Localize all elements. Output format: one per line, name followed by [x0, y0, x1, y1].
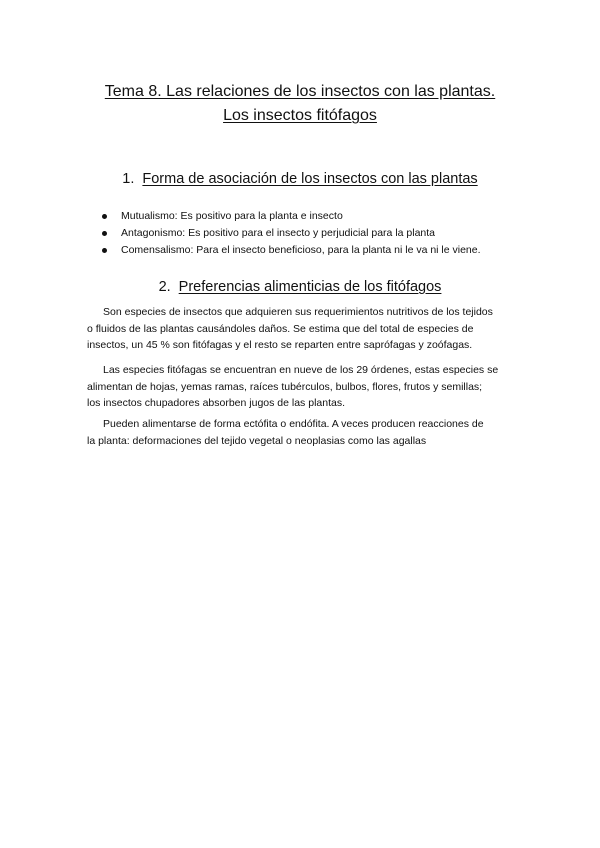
list-item — [102, 225, 481, 242]
paragraph-line: Son especies de insectos que adquieren sus requerimientos nutritivos de los tejidos — [103, 306, 493, 318]
document-title-line-1: Tema 8. Las relaciones de los insectos con las plantas. — [104, 83, 496, 100]
section-1-heading — [0, 169, 600, 189]
paragraph-line: los insectos chupadores absorben jugos de las plantas. — [87, 397, 345, 409]
paragraph-line: insectos, un 45 % son fitófagas y el resto se reparten entre saprófagas y zoófagas. — [87, 339, 473, 351]
paragraph — [87, 416, 527, 449]
paragraph-line: o fluidos de las plantas causándoles daños. Se estima que del total de especies de — [87, 322, 474, 335]
bullet-icon — [102, 231, 107, 236]
paragraph-line: alimentan de hojas, yemas ramas, raíces tubérculos, bulbos, flores, frutos y semillas; — [87, 380, 483, 393]
section-2-number: 2. — [158, 279, 171, 295]
paragraph — [87, 362, 527, 412]
paragraph-line: Las especies fitófagas se encuentran en nueve de los 29 órdenes, estas especies se — [103, 364, 499, 376]
paragraph-line: Pueden alimentarse de forma ectófita o endófita. A veces producen reacciones de — [103, 418, 484, 430]
bullet-icon — [102, 248, 107, 253]
paragraph-line: la planta: deformaciones del tejido vegetal o neoplasias como las agallas — [87, 434, 427, 447]
section-2-heading — [0, 277, 600, 297]
bullet-icon — [102, 214, 107, 219]
list-item — [102, 208, 481, 225]
section-2-title: Preferencias alimenticias de los fitófagos — [178, 279, 442, 295]
document-title-line-2: Los insectos fitófagos — [223, 107, 377, 124]
list-item-text: Antagonismo: Es positivo para el insecto y perjudicial para la planta — [121, 227, 436, 239]
section-1-title: Forma de asociación de los insectos con las plantas — [142, 171, 478, 187]
list-item — [102, 242, 481, 259]
list-item-text: Mutualismo: Es positivo para la planta e insecto — [121, 210, 343, 222]
section-1-number: 1. — [122, 171, 135, 187]
paragraph — [87, 304, 527, 354]
association-types-list — [102, 208, 481, 259]
list-item-text: Comensalismo: Para el insecto beneficioso, para la planta ni le va ni le viene. — [121, 244, 481, 256]
